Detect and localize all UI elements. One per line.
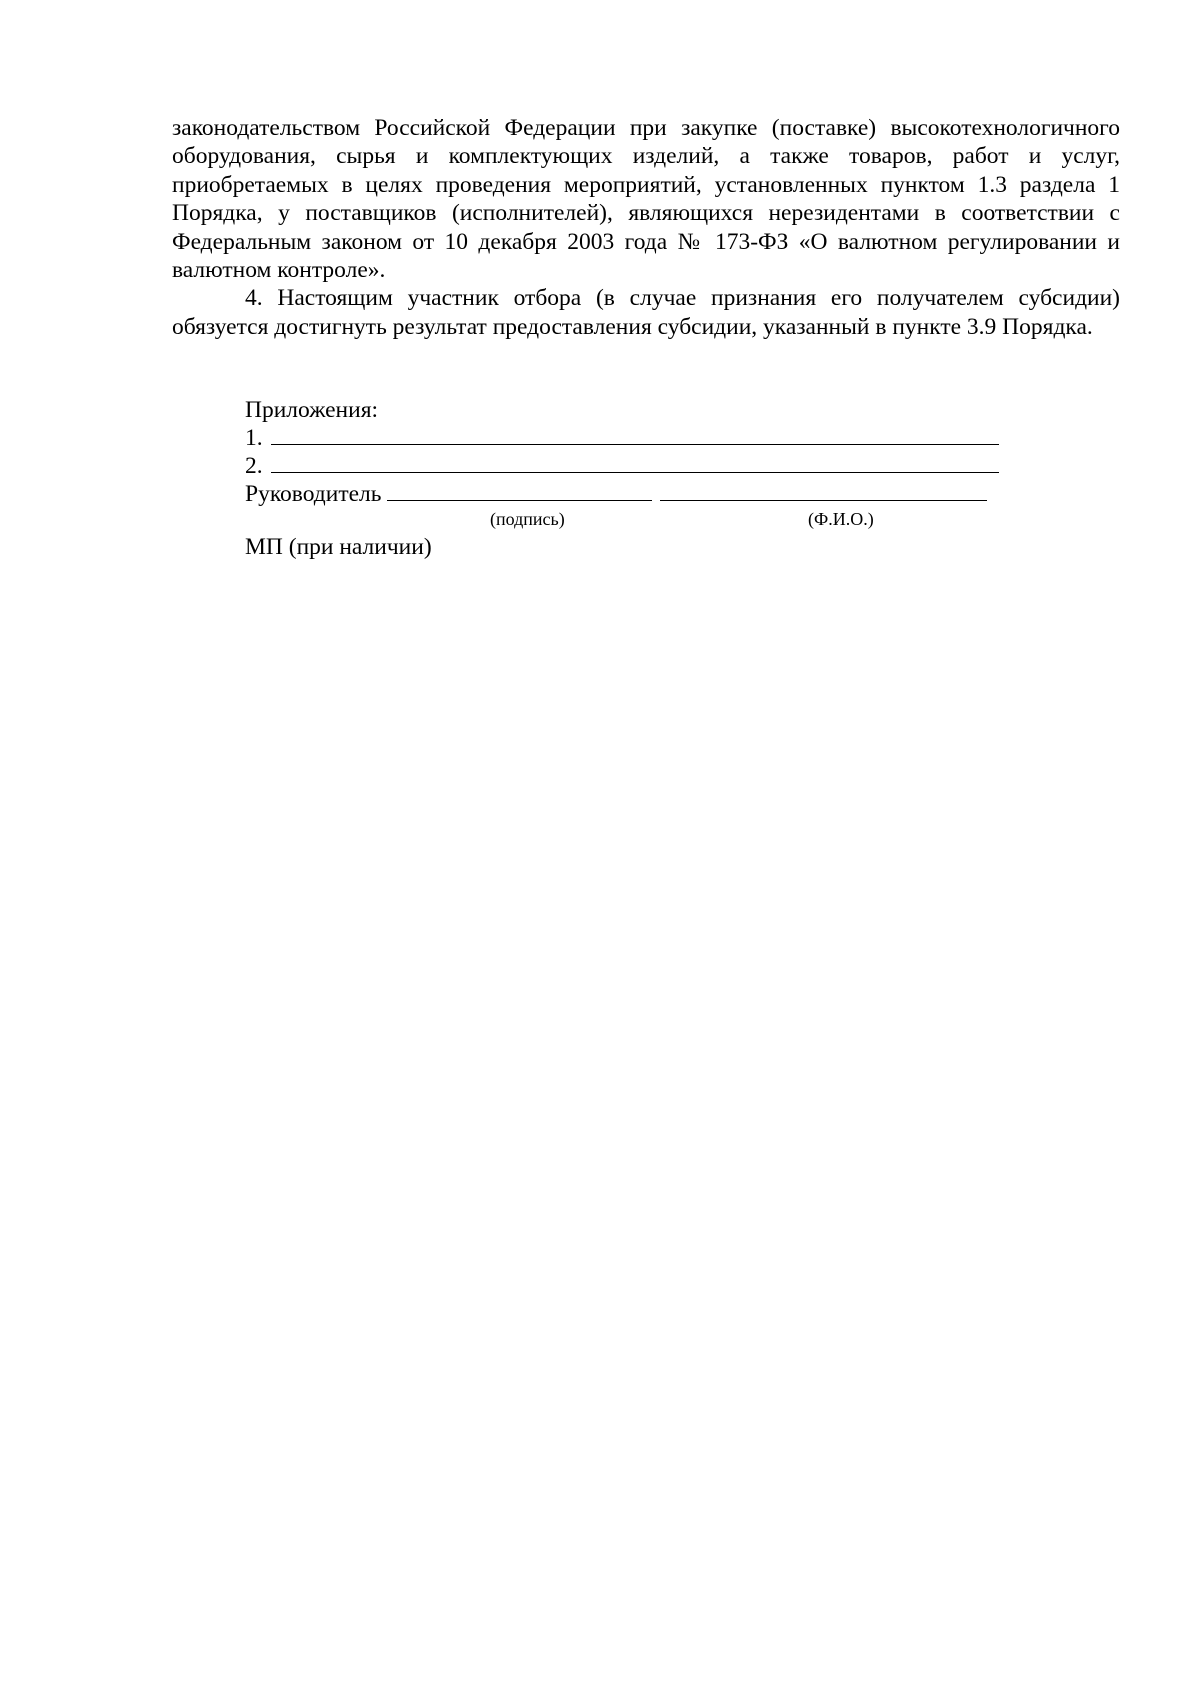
signature-caption: (подпись) — [490, 509, 565, 529]
name-caption: (Ф.И.О.) — [808, 509, 874, 529]
attachment-blank-field — [271, 424, 999, 445]
signature-row — [245, 480, 1005, 508]
document-body — [172, 114, 1120, 341]
paragraph-item-4: 4. Настоящим участник отбора (в случае признания его получателем субсидии) обязуется достигнуть результат предоставления субсидии, указанный в пункте 3.9 Порядка. — [172, 285, 1120, 340]
attachment-line-2 — [245, 452, 1005, 480]
attachment-number: 2. — [245, 453, 263, 479]
signature-captions — [245, 508, 1005, 532]
signature-role-label: Руководитель — [245, 481, 382, 507]
attachment-number: 1. — [245, 425, 263, 451]
paragraph-continuation: законодательством Российской Федерации при закупке (поставке) высокотехнологичного оборудования, сырья и комплектующих изделий, а также товаров, работ и услуг, приобретаемых в целях проведения мероприятий, установленных пунктом 1.3 раздела 1 Порядка, у поставщиков (исполнителей), являющихся нерезидентами в соответствии с Федеральным законом от 10 декабря 2003 года № 173-ФЗ «О валютном регулировании и валютном контроле». — [172, 115, 1120, 284]
attachments-title: Приложения: — [245, 397, 379, 423]
stamp-label: МП (при наличии) — [245, 534, 432, 560]
attachments-block — [245, 396, 1005, 562]
attachment-line-1 — [245, 424, 1005, 452]
name-blank-field — [660, 480, 987, 501]
attachment-blank-field — [271, 452, 999, 473]
signature-blank-field — [387, 480, 652, 501]
